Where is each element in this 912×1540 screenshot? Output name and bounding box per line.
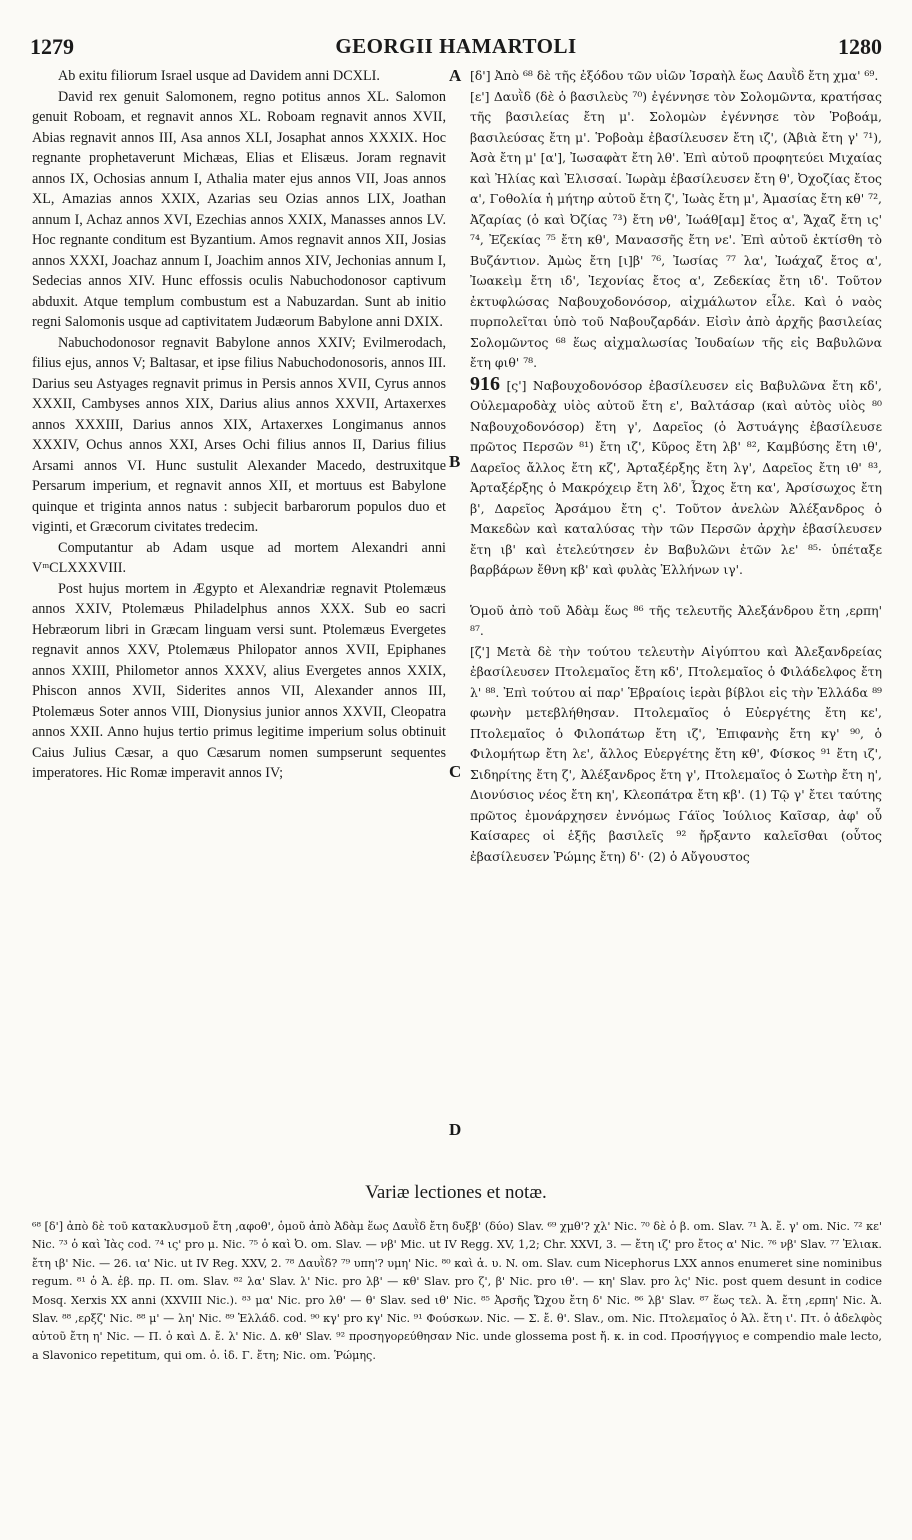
latin-paragraph: Post hujus mortem in Ægypto et Alexandriæ regnavit Ptolemæus annos XXIV, Ptolemæus Philadelphus annos XXX. Sub eo sacri Hebræorum libri in Græcam linguam versi sunt. Ptolemæus Evergetes regnavit annos XXV, Ptolemæus Philopator annos XVII, Epiphanes annos XXIII, Philometor annos XXXV, alius Evergetes annos XXIX, Phiscon annos XVII, Siderites annos VII, Alexander annos III, Ptolemæus Soter annos VIII, Dionysius junior annos XXVII, Cleopatra annos XXII. Anno hujus tertio primus legitime imperium solus obtinuit Caius Julius Cæsar, a quo Cæsarum nomen sumpserunt sequentes imperatores. Hic Romæ imperavit annos IV; (32, 580, 446, 781)
latin-paragraph: Nabuchodonosor regnavit Babylone annos XXIV; Evilmerodach, filius ejus, annos V; Baltasar, et ipse filius Nabuchodonosoris, annos III. Darius seu Astyages regnavit primus in Persis annos XVII, Cyrus annos XXXII, Cambyses annos XIX, Darius alius annos XXVII, Artaxerxes annos XXXIII, Darius annos XIX, Artaxerxes Longimanus annos XXXIV, Ochus annos XXI, Arses Ochi filius annos II, Darius filius Arsami annos VI. Hunc sustulit Alexander Macedo, destruxitque Persarum imperium, et regnavit annos XII, et mortuus est Babylone quinque et triginta annos natus : subjecit barbarorum populos duo et viginti, et Græcorum civitates tredecim. (32, 334, 446, 535)
notes-title: Variæ lectiones et notæ. (365, 1182, 547, 1203)
margin-letter-b: B (449, 452, 461, 471)
column-number: 916 (470, 372, 500, 395)
running-title: GEORGII HAMARTOLI (335, 34, 577, 58)
page-number-right: 1280 (838, 34, 882, 59)
latin-paragraph: Ab exitu filiorum Israel usque ad Davidem anni DCXLI. (58, 68, 380, 84)
spacer (470, 581, 882, 601)
greek-paragraph-text: [ς'] Ναβουχοδονόσορ ἐβασίλευσεν εἰς Βαβυλῶνα ἔτη κδ', Οὐλεμαροδὰχ υἱὸς αὐτοῦ ἔτη ε', Βαλτάσαρ (καὶ αὐτὸς υἱὸς ⁸⁰ Ναβουχοδονόσορ) ἔτη γ', Δαρεῖος (ὁ Ἀστυάγης ἐβασίλευσε πρῶτος Περσῶν ⁸¹) ἔτη ιζ', Κῦρος ἔτη λβ' ⁸², Καμβύσης ἔτη ιθ', Δαρεῖος ἄλλος ἔτη κζ', Ἀρταξέρξης ἔτη λγ', Δαρεῖος ἔτη ιθ' ⁸³, Ἀρταξέρξης ὁ Μακρόχειρ ἔτη λδ', Ὦχος ἔτη κα', Ἀρσίσωχος ἔτη β', Δαρεῖος Ἀρσάμου ἔτη ς'. Τοῦτον ἀνελὼν Ἀλέξανδρος ὁ Μακεδὼν καὶ καταλύσας τὴν τῶν Περσῶν ἀρχὴν ἐβασίλευσεν ἔτη ιβ' καὶ ἐτελεύτησεν ἐν Βαβυλῶνι ἐτῶν λε' ⁸⁵· ὑπέταξε βαρβάρων ἔθνη κβ' καὶ φυλὰς Ἑλλήνων ιγ'. (470, 377, 882, 577)
latin-paragraph: Computantur ab Adam usque ad mortem Alexandri anni VᵐCLXXXVIII. (32, 539, 446, 576)
greek-paragraph: [ζ'] Μετὰ δὲ τὴν τούτου τελευτὴν Αἰγύπτου καὶ Ἀλεξανδρείας ἐβασίλευσεν Πτολεμαῖος ἔτη κδ', Πτολεμαῖος ὁ Φιλάδελφος ἔτη λ' ⁸⁸. Ἐπὶ τούτου αἱ παρ' Ἑβραίοις ἱερὰι βίβλοι εἰς τὴν Ἑλλάδα ⁸⁹ φωνὴν μετεβλήθησαν. Πτολεμαῖος ὁ Εὐεργέτης ἔτη κε', Πτολεμαῖος ὁ Φιλοπάτωρ ἔτη ιζ', Ἐπιφανὴς ἔτη κγ' ⁹⁰, ὁ Φιλομήτωρ ἔτη λε', ἄλλος Εὐεργέτης ἔτη κθ', Φίσκος ⁹¹ ἔτη ιζ', Σιδηρίτης ἔτη ζ', Ἀλέξανδρος ἔτη γ', Πτολεμαῖος ὁ Σωτὴρ ἔτη η', Διονύσιος νέος ἔτη κη', Κλεοπάτρα ἔτη κβ'. (1) Τῷ γ' ἔτει ταύτης πρῶτος ἐμονάρχησεν ἐννόμως Γάϊος Ἰούλιος Καῖσαρ, ἀφ' οὗ Καίσαρες οἱ ἑξῆς βασιλεῖς ⁹² ἤρξαντο καλεῖσθαι (οὗτος ἐβασίλευσεν Ῥώμης ἔτη) δ'· (2) ὁ Αὔγουστος (470, 643, 882, 864)
page-header (30, 34, 882, 64)
notes-text: ⁶⁸ [δ'] ἀπὸ δὲ τοῦ κατακλυσμοῦ ἔτη ,αφοθ', ὁμοῦ ἀπὸ Ἀδὰμ ἕως Δαυῒδ ἔτη δυξβ' (δύο) Slav. ⁶⁹ χμθ'? χλ' Nic. ⁷⁰ δὲ ὁ β. om. Slav. ⁷¹ Ἀ. ἔ. γ' om. Nic. ⁷² κε' Nic. ⁷³ ὁ καὶ Ἰὰς cod. ⁷⁴ ις' pro μ. Nic. ⁷⁵ ὁ καὶ Ὀ. om. Slav. — νβ' Mic. ut IV Regg. XV, 1,2; Chr. XXVI, 3. — ἔτη ιζ' pro ἔτος α' Nic. ⁷⁶ νβ' Slav. ⁷⁷ Ἐλιακ. ἔτη ιβ' Nic. — 26. ια' Nic. ut IV Reg. XXV, 2. ⁷⁸ Δαυῒδ? ⁷⁹ υπη'? υμη' Nic. ⁸⁰ καὶ ἁ. υ. N. om. Slav. cum Nicephorus LXX annos enumeret sine nominibus regum. ⁸¹ ὁ Ἀ. ἐβ. πρ. Π. om. Slav. ⁸² λα' Slav. λ' Nic. pro λβ' — κθ' Slav. pro ζ', β' Nic. pro ιθ'. — κη' Slav. pro λς' Nic. post quem desunt in codice Mosq. Xerxis XX anni (XXVIII Nic.). ⁸³ μα' Nic. pro λθ' — θ' Slav. sed ιθ' Nic. ⁸⁵ Ἀρσῆς Ὤχου ἔτη δ' Nic. ⁸⁶ λβ' Slav. ⁸⁷ ἕως τελ. Ἀ. ἔτη ,ερπη' Nic. Ἀ. Slav. ⁸⁸ ,ερξζ' Nic. ⁸⁸ μ' — λη' Nic. ⁸⁹ Ἑλλάδ. cod. ⁹⁰ κγ' pro κγ' Nic. ⁹¹ Φούσκων. Nic. — Σ. ἔ. θ'. Slav., om. Nic. Πτολεμαῖος ὁ Ἀλ. ἔτη ι'. Πτ. ὁ ἀδελφὸς αὐτοῦ ἔτη η' Nic. — Π. ὁ καὶ Δ. ἔ. λ' Nic. Δ. κθ' Slav. ⁹² προσηγορεύθησαν Nic. unde glossema post ἤ. κ. in cod. Προσήγγιος e compendio male lecto, a Slavonico repetitum, qui om. ὁ. ἰδ. Γ. ἔτη; Nic. om. Ῥώμης. (32, 1220, 882, 1362)
variant-notes (32, 1218, 882, 1365)
greek-paragraph: [δ'] Ἀπὸ ⁶⁸ δὲ τῆς ἐξόδου τῶν υἱῶν Ἰσραὴλ ἕως Δαυῒδ ἔτη χμα' ⁶⁹. (470, 68, 879, 83)
page-number-left: 1279 (30, 34, 74, 59)
greek-paragraph: Ὁμοῦ ἀπὸ τοῦ Ἀδὰμ ἕως ⁸⁶ τῆς τελευτῆς Ἀλεξάνδρου ἔτη ,ερπη' ⁸⁷. (470, 602, 882, 638)
greek-paragraph (470, 374, 882, 581)
greek-paragraph: [ε'] Δαυῒδ (δὲ ὁ βασιλεὺς ⁷⁰) ἐγέννησε τὸν Σολομῶντα, κρατήσας τῆς βασιλείας ἔτη μ'. Σολομὼν ἐγέννησε τὸν Ῥοβοάμ, βασιλεύσας ἔτη μ'. Ῥοβοὰμ ἐβασίλευσεν ἔτη ιζ', (Ἀβιὰ ἔτη γ' ⁷¹), Ἀσὰ ἔτη μ' [α'], Ἰωσαφὰτ ἔτη λθ'. Ἐπὶ αὐτοῦ προφητεύει Μιχαίας καὶ Ἠλίας καὶ Ἐλισσαί. Ἰωρὰμ ἐβασίλευσεν ἔτη θ', Ὀχοζίας ἔτος α', Γοθολία ἡ μήτηρ αὐτοῦ ἔτη ζ', Ἰωὰς ἔτη μ', Ἀμασίας ἔτη κθ' ⁷², Ἀζαρίας (ὁ καὶ Ὀζίας ⁷³) ἔτη νθ', Ἰωάθ[αμ] ἔτος α', Ἄχαζ ἔτη ις' ⁷⁴, Ἐζεκίας ⁷⁵ ἔτη κθ', Μανασσῆς ἔτη νε'. Ἐπὶ αὐτοῦ ἐκτίσθη τὸ Βυζάντιον. Ἀμὼς ἔτη [ι]β' ⁷⁶, Ἰωσίας ⁷⁷ λα', Ἰωάχαζ ἔτος α', Ἰωακεὶμ ἔτη ιδ', Ἰεχονίας ἔτος α', Ζεδεκίας ἔτη ιδ'. Τοῦτον ἐκτυφλώσας Ναβουχοδονόσορ, αἰχμάλωτον εἷλε. Καὶ ὁ ναὸς πυρπολεῖται ὑπὸ τοῦ Ναβουζαρδάν. Εἰσὶν ἀπὸ ἀρχῆς βασιλείας Σολομῶντος ⁶⁸ ἕως αἰχμαλωσίας Ἰουδαίων τῆς εἰς Βαβυλῶνα ἔτη φιθ' ⁷⁸. (470, 88, 882, 370)
margin-letter-a: A (449, 66, 462, 85)
latin-column (32, 66, 446, 784)
margin-letter-c: C (449, 762, 462, 781)
latin-paragraph: David rex genuit Salomonem, regno potitus annos XL. Salomon genuit Roboam, et regnavit annos XL. Roboam regnavit annos XVII, Abias regnavit annos III, Asa annos XLI, Josaphat annos XXXIX. Hoc regnante prophetaverunt Michæas, Elias et Elisæus. Joram regnavit annos IX, Ochosias annum I, Athalia mater ejus annos VII, Joas annos XL, Amazias annos XXIX, Azarias seu Ozias annos LIX, Joathan annum I, Achaz annos XVI, Ezechias annos XXIX, Manasses annos LV. Hoc regnante conditum est Byzantium. Amos regnavit annos XII, Josias annos XXXI, Joachaz annum I, Joachim annos XIV, Jechonias annum I, Sedecias annos XIV. Hunc effossis oculis Nabuchodonosor captivum abduxit. Atque templum combustum est a Nabuzardan. Sunt ab initio regni Salomonis usque ad captivitatem Judæorum Babylone anni DXIX. (32, 88, 446, 330)
margin-letter-d: D (449, 1120, 462, 1139)
greek-column (470, 66, 882, 867)
